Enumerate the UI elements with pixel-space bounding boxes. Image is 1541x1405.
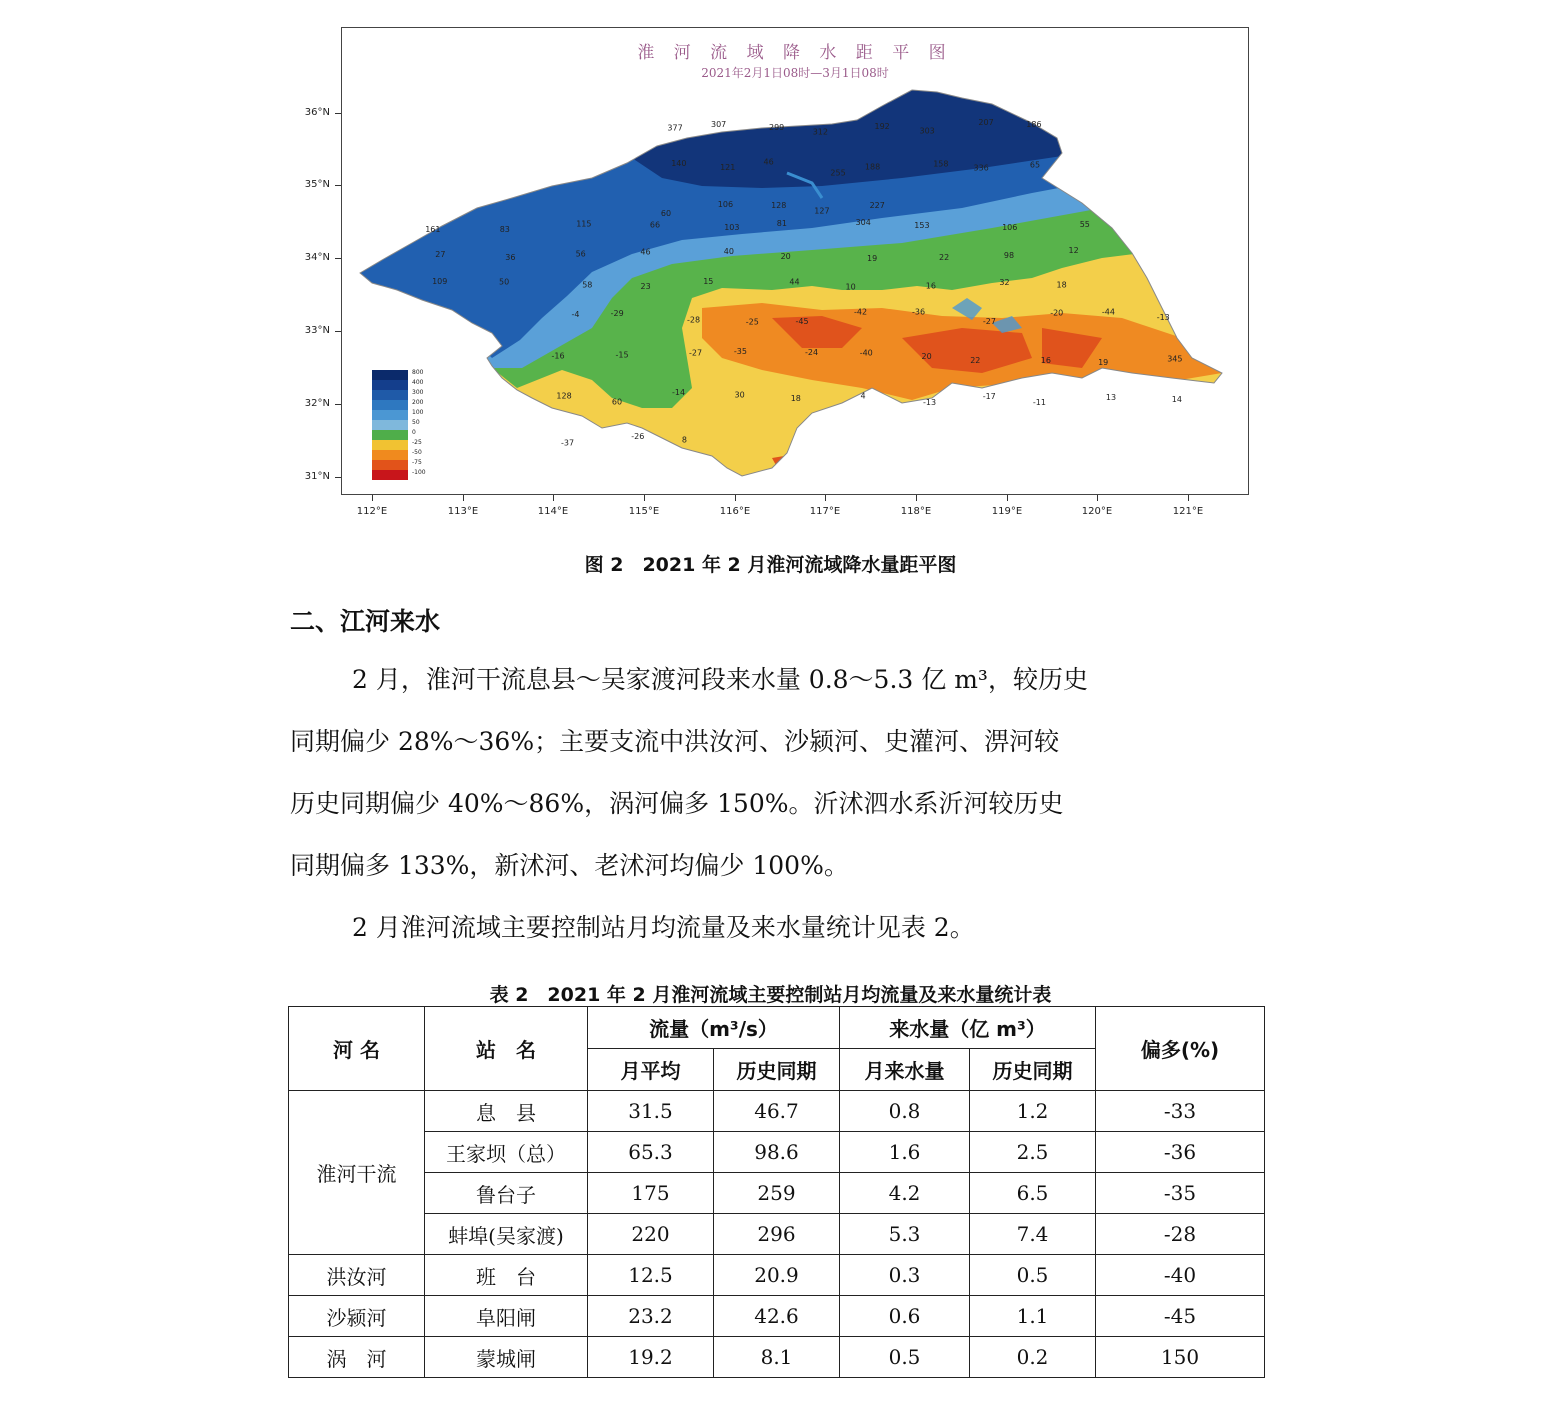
station-value: 65	[1029, 160, 1041, 170]
station-value: -14	[672, 387, 686, 397]
cell-river: 淮河干流	[289, 1091, 425, 1255]
station-value: 303	[919, 126, 935, 136]
legend-label: -100	[412, 469, 426, 476]
cell-river: 涡 河	[289, 1337, 425, 1378]
cell-station: 蒙城闸	[425, 1337, 588, 1378]
cell-volume-monthly: 0.6	[840, 1296, 970, 1337]
longitude-tick	[1097, 495, 1098, 501]
longitude-tick	[735, 495, 736, 501]
station-value: 115	[576, 219, 592, 229]
station-value: -25	[745, 317, 759, 327]
latitude-tick	[335, 258, 341, 259]
legend-swatch	[372, 390, 408, 400]
legend-label: 100	[412, 409, 424, 416]
map-legend	[372, 369, 426, 480]
station-value: 27	[435, 249, 446, 259]
header-river: 河 名	[289, 1007, 425, 1091]
station-value: 32	[999, 278, 1010, 287]
longitude-tick	[825, 495, 826, 501]
latitude-tick	[335, 331, 341, 332]
cell-volume-historical: 6.5	[970, 1173, 1096, 1214]
precipitation-anomaly-map	[341, 27, 1249, 495]
cell-flow-monthly: 12.5	[588, 1255, 714, 1296]
station-value: -16	[551, 351, 565, 361]
station-value: 106	[1002, 222, 1018, 232]
longitude-label: 114°E	[537, 506, 569, 517]
longitude-label: 115°E	[628, 506, 660, 517]
station-value: 10	[845, 282, 856, 292]
station-value: 56	[575, 249, 586, 259]
station-value: 304	[855, 218, 871, 228]
station-statistics-table	[288, 1006, 1265, 1378]
station-value: 307	[711, 119, 727, 129]
station-value: 127	[814, 206, 830, 216]
station-value: 18	[790, 394, 801, 404]
station-value: 44	[789, 277, 800, 287]
header-volume-historical: 历史同期	[970, 1049, 1096, 1091]
longitude-label: 121°E	[1172, 506, 1204, 517]
cell-station: 班 台	[425, 1255, 588, 1296]
legend-swatch	[372, 410, 408, 420]
cell-deviation: -40	[1096, 1255, 1265, 1296]
cell-volume-historical: 0.5	[970, 1255, 1096, 1296]
table-row	[289, 1091, 1265, 1132]
legend-label: 200	[412, 399, 424, 406]
legend-label: -25	[412, 439, 422, 446]
station-value: 98	[1003, 251, 1015, 261]
station-value: 66	[649, 220, 661, 230]
latitude-label: 31°N	[304, 471, 330, 482]
legend-swatch	[372, 380, 408, 390]
station-value: 19	[867, 253, 878, 263]
latitude-tick	[335, 477, 341, 478]
table-body	[289, 1091, 1265, 1378]
station-value: -11	[1032, 397, 1046, 407]
paragraph-1-line-4: 同期偏多 133%，新沭河、老沭河均偏少 100%。	[290, 851, 849, 880]
station-value: 207	[978, 117, 994, 127]
cell-station: 蚌埠(吴家渡)	[425, 1214, 588, 1255]
cell-deviation: -45	[1096, 1296, 1265, 1337]
latitude-label: 32°N	[304, 398, 330, 409]
station-value: -20	[1050, 308, 1064, 318]
cell-flow-historical: 8.1	[714, 1337, 840, 1378]
cell-volume-historical: 7.4	[970, 1214, 1096, 1255]
station-value: 103	[724, 222, 740, 232]
header-flow-monthly: 月平均	[588, 1049, 714, 1091]
table-row	[289, 1132, 1265, 1173]
station-value: -42	[854, 307, 868, 317]
station-value: 46	[640, 247, 651, 257]
longitude-tick	[463, 495, 464, 501]
cell-volume-monthly: 1.6	[840, 1132, 970, 1173]
station-value: -13	[923, 397, 937, 407]
legend-label: 400	[412, 379, 424, 386]
cell-flow-monthly: 220	[588, 1214, 714, 1255]
cell-volume-monthly: 4.2	[840, 1173, 970, 1214]
longitude-tick	[916, 495, 917, 501]
cell-volume-historical: 1.2	[970, 1091, 1096, 1132]
station-value: 30	[734, 390, 745, 400]
cell-deviation: -33	[1096, 1091, 1265, 1132]
station-value: -17	[982, 392, 996, 402]
latitude-label: 33°N	[304, 325, 330, 336]
longitude-label: 112°E	[356, 506, 388, 517]
station-value: 14	[1171, 395, 1182, 405]
station-value: -35	[733, 347, 747, 356]
cell-station: 息 县	[425, 1091, 588, 1132]
paragraph-2: 2 月淮河流域主要控制站月均流量及来水量统计见表 2。	[352, 913, 975, 942]
longitude-tick	[1007, 495, 1008, 501]
longitude-tick	[1188, 495, 1189, 501]
station-value: -44	[1101, 307, 1115, 317]
table-row	[289, 1255, 1265, 1296]
cell-flow-historical: 46.7	[714, 1091, 840, 1132]
station-value: 227	[869, 201, 885, 211]
station-value: 81	[776, 219, 787, 229]
latitude-tick	[335, 185, 341, 186]
longitude-label: 117°E	[809, 506, 841, 517]
station-value: -15	[615, 350, 629, 360]
longitude-label: 120°E	[1081, 506, 1113, 517]
station-value: -29	[610, 308, 624, 318]
station-value: 106	[717, 199, 734, 209]
cell-volume-monthly: 5.3	[840, 1214, 970, 1255]
station-value: 4	[860, 391, 866, 401]
station-value: 22	[970, 356, 981, 366]
legend-label: 800	[412, 369, 424, 376]
header-station: 站 名	[425, 1007, 588, 1091]
legend-swatch	[372, 450, 408, 460]
cell-flow-historical: 259	[714, 1173, 840, 1214]
station-value: 55	[1079, 220, 1090, 230]
cell-deviation: 150	[1096, 1337, 1265, 1378]
table-title: 表 2 2021 年 2 月淮河流域主要控制站月均流量及来水量统计表	[489, 984, 1052, 1006]
cell-volume-historical: 2.5	[970, 1132, 1096, 1173]
station-value: -28	[687, 315, 701, 325]
station-value: 23	[640, 282, 651, 292]
cell-river: 沙颍河	[289, 1296, 425, 1337]
cell-flow-monthly: 31.5	[588, 1091, 714, 1132]
paragraph-1-line-3: 历史同期偏少 40%～86%，涡河偏多 150%。沂沭泗水系沂河较历史	[290, 789, 1064, 818]
figure-caption: 图 2 2021 年 2 月淮河流域降水量距平图	[584, 554, 957, 576]
latitude-tick	[335, 404, 341, 405]
station-value: 40	[723, 246, 734, 256]
latitude-tick	[335, 113, 341, 114]
legend-swatch	[372, 430, 408, 440]
paragraph-1-line-2: 同期偏少 28%～36%；主要支流中洪汝河、沙颍河、史灌河、淠河较	[290, 727, 1060, 756]
cell-flow-historical: 98.6	[714, 1132, 840, 1173]
legend-swatch	[372, 400, 408, 410]
station-value: -45	[795, 317, 809, 326]
map-subtitle: 2021年2月1日08时—3月1日08时	[701, 66, 889, 80]
station-value: 192	[874, 121, 890, 131]
station-value: -4	[571, 310, 580, 320]
station-value: -13	[1156, 312, 1170, 322]
cell-flow-historical: 42.6	[714, 1296, 840, 1337]
longitude-label: 118°E	[900, 506, 932, 517]
header-volume-monthly: 月来水量	[840, 1049, 970, 1091]
station-value: 16	[1040, 355, 1051, 365]
cell-flow-monthly: 23.2	[588, 1296, 714, 1337]
cell-flow-historical: 296	[714, 1214, 840, 1255]
station-value: -27	[689, 348, 703, 358]
station-value: 255	[830, 168, 846, 178]
station-value: 60	[660, 208, 672, 218]
station-value: 20	[780, 252, 791, 262]
legend-label: 300	[412, 389, 424, 396]
station-value: 15	[703, 277, 714, 287]
section-heading: 二、江河来水	[290, 607, 441, 636]
station-value: -40	[859, 348, 873, 358]
header-deviation: 偏多(%)	[1096, 1007, 1265, 1091]
table-row	[289, 1173, 1265, 1214]
station-value: 128	[556, 391, 572, 401]
longitude-tick	[553, 495, 554, 501]
cell-deviation: -35	[1096, 1173, 1265, 1214]
station-value: 60	[611, 397, 623, 407]
station-value: 58	[582, 280, 593, 290]
latitude-label: 35°N	[304, 179, 330, 190]
station-value: 153	[914, 220, 930, 230]
station-value: 83	[499, 224, 510, 234]
cell-flow-monthly: 19.2	[588, 1337, 714, 1378]
cell-flow-historical: 20.9	[714, 1255, 840, 1296]
station-value: 377	[667, 123, 683, 133]
cell-flow-monthly: 175	[588, 1173, 714, 1214]
station-value: 188	[864, 162, 881, 172]
station-value: 140	[671, 158, 687, 168]
legend-label: -75	[412, 459, 422, 466]
station-value: 161	[425, 225, 441, 235]
header-flow-group: 流量（m³/s）	[588, 1007, 840, 1049]
station-value: 20	[921, 352, 932, 361]
station-value: -37	[561, 438, 575, 448]
latitude-label: 36°N	[304, 107, 330, 118]
header-flow-historical: 历史同期	[714, 1049, 840, 1091]
map-graphic	[342, 28, 1248, 494]
station-value: 18	[1056, 280, 1067, 290]
table-row	[289, 1214, 1265, 1255]
legend-label: 50	[412, 419, 420, 426]
station-value: -27	[982, 317, 996, 326]
map-title: 淮 河 流 域 降 水 距 平 图	[637, 43, 953, 63]
station-value: 36	[505, 252, 516, 262]
cell-flow-monthly: 65.3	[588, 1132, 714, 1173]
longitude-label: 116°E	[719, 506, 751, 517]
station-value: 12	[1068, 245, 1079, 255]
station-value: 128	[771, 201, 787, 210]
station-value: -36	[912, 307, 926, 317]
station-value: 336	[973, 163, 989, 173]
table-row	[289, 1296, 1265, 1337]
station-value: 345	[1167, 354, 1183, 364]
station-value: 13	[1105, 393, 1117, 402]
table-row	[289, 1337, 1265, 1378]
cell-volume-monthly: 0.8	[840, 1091, 970, 1132]
paragraph-1-line-1: 2 月，淮河干流息县～吴家渡河段来水量 0.8～5.3 亿 m³，较历史	[352, 665, 1088, 694]
station-value: 299	[769, 123, 785, 133]
cell-volume-monthly: 0.5	[840, 1337, 970, 1378]
legend-swatch	[372, 470, 408, 480]
station-value: 158	[933, 159, 949, 169]
cell-river: 洪汝河	[289, 1255, 425, 1296]
longitude-label: 119°E	[991, 506, 1023, 517]
station-value: 46	[763, 157, 774, 167]
longitude-tick	[372, 495, 373, 501]
station-value: -26	[631, 432, 645, 441]
cell-station: 阜阳闸	[425, 1296, 588, 1337]
header-volume-group: 来水量（亿 m³）	[840, 1007, 1096, 1049]
legend-swatch	[372, 420, 408, 430]
cell-deviation: -28	[1096, 1214, 1265, 1255]
longitude-label: 113°E	[447, 506, 479, 517]
legend-swatch	[372, 370, 408, 380]
station-value: 312	[812, 127, 828, 137]
cell-station: 王家坝（总）	[425, 1132, 588, 1173]
station-value: 121	[720, 162, 736, 172]
legend-label: -50	[412, 449, 422, 456]
legend-swatch	[372, 440, 408, 450]
cell-volume-historical: 0.2	[970, 1337, 1096, 1378]
station-value: -24	[805, 348, 819, 357]
longitude-tick	[644, 495, 645, 501]
station-value: 19	[1098, 358, 1109, 368]
station-value: 186	[1026, 119, 1042, 129]
cell-station: 鲁台子	[425, 1173, 588, 1214]
legend-label: 0	[412, 429, 416, 436]
station-value: 16	[925, 281, 936, 291]
legend-swatch	[372, 460, 408, 470]
cell-deviation: -36	[1096, 1132, 1265, 1173]
station-value: 109	[432, 277, 448, 286]
cell-volume-monthly: 0.3	[840, 1255, 970, 1296]
cell-volume-historical: 1.1	[970, 1296, 1096, 1337]
station-value: 8	[681, 435, 687, 445]
station-value: 22	[939, 253, 950, 262]
station-value: 50	[499, 277, 510, 287]
latitude-label: 34°N	[304, 252, 330, 263]
